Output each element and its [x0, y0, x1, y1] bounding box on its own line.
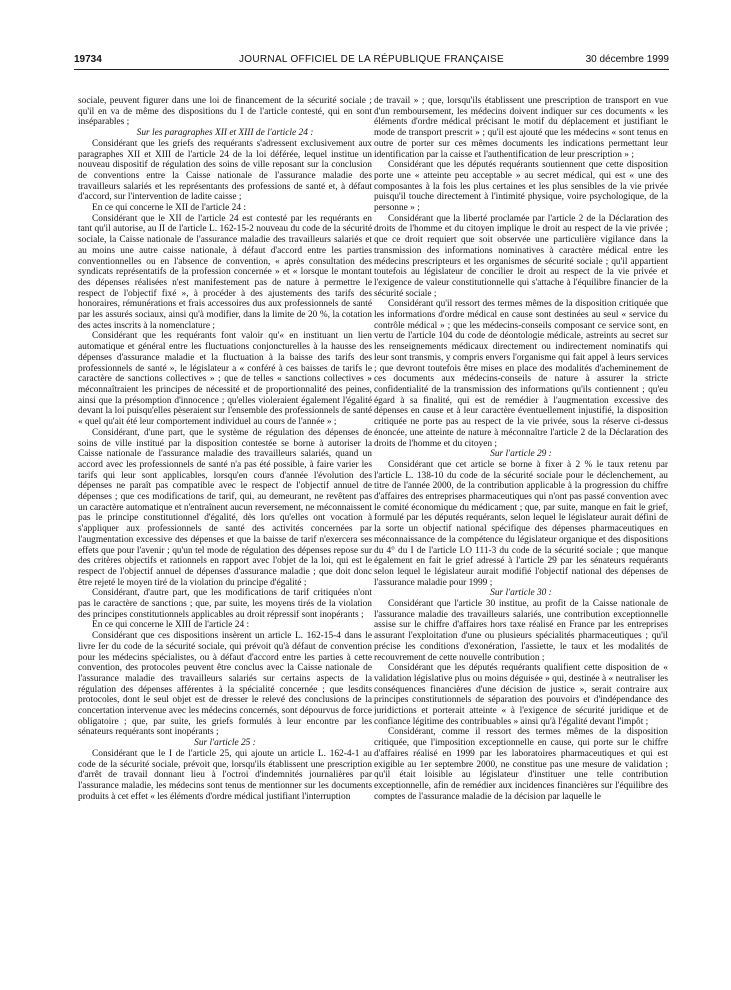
page-number: 19734 [74, 54, 102, 65]
section-heading: Sur l'article 30 : [490, 588, 552, 599]
paragraph: Considérant que le I de l'article 25, qui ajoute un article L. 162-4-1 au code de la sécurité sociale, prévoit que, lorsqu'ils établissent une prescription d'arrêt de travail donnant lieu à l'octroi d'indemnités journalières par l'assurance maladie, les médecins sont tenus de mentionner sur les documents produits à cet effet « les éléments d'ordre médical justifiant l'interruption [78, 748, 372, 802]
left-column [78, 96, 372, 976]
paragraph: Considérant, d'autre part, que les modifications de tarif critiquées n'ont pas le caractère de sanctions ; que, par suite, les moyens tirés de la violation des principes constitutionnels applicables au droit répressif sont inopérants ; [78, 588, 372, 620]
paragraph: Considérant que les députés requérants qualifient cette disposition de « validation législative plus ou moins déguisée » qui, destinée à « neutraliser les conséquences financières d'une décision de justice », serait contraire aux principes constitutionnels de séparation des pouvoirs et d'indépendance des juridictions et porterait atteinte « à l'exigence de sécurité juridique et de confiance légitime des contribuables » ainsi qu'à l'égalité devant l'impôt ; [374, 663, 668, 727]
paragraph: Considérant que les députés requérants soutiennent que cette disposition porte une « atteinte peu acceptable » au secret médical, qui est « une des composantes à la fois les plus certaines et les plus sensibles de la vie privée puisqu'il touche directement à l'intimité physique, voire psychologique, de la personne » ; [374, 160, 668, 214]
paragraph: Considérant que les griefs des requérants s'adressent exclusivement aux paragraphes XII et XIII de l'article 24 de la loi déférée, lequel institue un nouveau dispositif de régulation des soins de ville reposant sur la conclusion de conventions entre la Caisse nationale de l'assurance maladie des travailleurs salariés et les représentants des professions de santé et, à défaut d'accord, sur l'intervention de ladite caisse ; [78, 138, 372, 203]
paragraph: Considérant, d'une part, que le système de régulation des dépenses de soins de ville institué par la disposition contestée se borne à autoriser la Caisse nationale de l'assurance maladie des travailleurs salariés, quand un accord avec les professionnels de santé n'a pas été possible, à faire varier les tarifs qui leur sont applicables, lorsqu'en cours d'année l'évolution des dépenses ne paraît pas compatible avec le respect de l'objectif annuel de dépenses ; que ces modifications de tarif, qui, au demeurant, ne revêtent pas un caractère automatique et n'entraînent aucun reversement, ne méconnaissent pas le principe constitutionnel d'égalité, dès lors qu'elles ont vocation à s'appliquer aux professionnels de santé des activités concernées par l'augmentation excessive des dépenses et que la baisse de tarif n'exercera ses effets que pour l'avenir ; qu'un tel mode de régulation des dépenses repose sur des critères objectifs et rationnels en rapport avec l'objet de la loi, qui est le respect de l'objectif annuel de dépenses d'assurance maladie ; que doit donc être rejeté le moyen tiré de la violation du principe d'égalité ; [78, 427, 372, 588]
paragraph: Considérant que les requérants font valoir qu'« en instituant un lien automatique et général entre les fluctuations conjoncturelles à la hausse des dépenses d'assurance maladie et la fluctuation à la baisse des tarifs des professionnels de santé », le législateur a « conféré à ces baisses de tarifs le caractère de sanctions collectives » ; que de telles « sanctions collectives » méconnaîtraient les principes de nécessité et de proportionnalité des peines, ainsi que la présomption d'innocence ; qu'elles violeraient également l'égalité devant la loi puisqu'elles pèseraient sur l'ensemble des professionnels de santé « quel qu'ait été leur comportement individuel au cours de l'année » ; [78, 331, 372, 428]
section-heading: Sur l'article 25 : [194, 738, 256, 749]
header-rule [74, 69, 669, 70]
journal-title: JOURNAL OFFICIEL DE LA RÉPUBLIQUE FRANÇAISE [239, 54, 504, 65]
section-heading: Sur l'article 29 : [490, 449, 552, 460]
paragraph: Considérant que le XII de l'article 24 est contesté par les requérants en tant qu'il autorise, au II de l'article L. 162-15-2 nouveau du code de la sécurité sociale, la Caisse nationale de l'assurance maladie des travailleurs salariés et au moins une autre caisse nationale, à défaut d'accord entre les parties conventionnelles ou en l'absence de convention, « après consultation des syndicats représentatifs de la profession concernée » et « lorsque le montant des dépenses réalisées n'est manifestement pas de nature à permettre le respect de l'objectif fixé », à procéder à des ajustements des tarifs des honoraires, rémunérations et frais accessoires dus aux professionnels de santé par les assurés sociaux, ainsi qu'à modifier, dans la limite de 20 %, la cotation des actes inscrits à la nomenclature ; [78, 213, 372, 331]
publication-date: 30 décembre 1999 [585, 54, 669, 65]
paragraph: sociale, peuvent figurer dans une loi de financement de la sécurité sociale ; qu'il en va de même des dispositions du I de l'article contesté, qui en sont inséparables ; [78, 96, 372, 128]
paragraph: Considérant qu'il ressort des termes mêmes de la disposition critiquée que les informations d'ordre médical en cause sont destinées au seul « service du contrôle médical » ; que les médecins-conseils composant ce service sont, en vertu de l'article 104 du code de déontologie médicale, astreints au secret sur les renseignements médicaux directement ou indirectement nominatifs qui leur sont transmis, y compris envers l'organisme qui fait appel à leurs services ; que devront toutefois être mises en place des modalités d'acheminement de ces documents aux médecins-conseils de nature à assurer la stricte confidentialité de la transmission des informations qu'ils contiennent ; qu'eu égard à sa finalité, qui est de remédier à l'augmentation excessive des dépenses en cause et à leur caractère éventuellement injustifié, la disposition critiquée ne porte pas au respect de la vie privée, sous la réserve ci-dessus énoncée, une atteinte de nature à méconnaître l'article 2 de la Déclaration des droits de l'homme et du citoyen ; [374, 299, 668, 449]
paragraph: Considérant que ces dispositions insèrent un article L. 162-15-4 dans le livre Ier du code de la sécurité sociale, qui prévoit qu'à défaut de convention pour les médecins spécialistes, ou à défaut d'accord entre les parties à cette convention, des protocoles peuvent être conclus avec la Caisse nationale de l'assurance maladie des travailleurs salariés sur certains aspects de la régulation des dépenses afférentes à la spécialité concernée ; que lesdits protocoles, dont le seul objet est de dresser le relevé des conclusions de la concertation intervenue avec les médecins concernés, sont dépourvus de force obligatoire ; que, par suite, les griefs formulés à leur encontre par les sénateurs requérants sont inopérants ; [78, 631, 372, 738]
paragraph: Considérant que l'article 30 institue, au profit de la Caisse nationale de l'assurance maladie des travailleurs salariés, une contribution exceptionnelle assise sur le chiffre d'affaires hors taxe réalisé en France par les entreprises assurant l'exploitation d'une ou plusieurs spécialités pharmaceutiques ; qu'il précise les conditions d'exonération, l'assiette, le taux et les modalités de recouvrement de cette nouvelle contribution ; [374, 599, 668, 663]
paragraph: Considérant que la liberté proclamée par l'article 2 de la Déclaration des droits de l'homme et du citoyen implique le droit au respect de la vie privée ; que ce droit requiert que soit observée une particulière vigilance dans la transmission des informations nominatives à caractère médical entre les médecins prescripteurs et les organismes de sécurité sociale ; qu'il appartient toutefois au législateur de concilier le droit au respect de la vie privée et l'exigence de valeur constitutionnelle qui s'attache à l'équilibre financier de la sécurité sociale ; [374, 213, 668, 299]
right-column [374, 96, 668, 976]
paragraph: En ce qui concerne le XIII de l'article 24 : [92, 620, 250, 631]
paragraph: de travail » ; que, lorsqu'ils établissent une prescription de transport en vue d'un remboursement, les médecins doivent indiquer sur ces documents « les éléments d'ordre médical précisant le motif du déplacement et justifiant le mode de transport prescrit » ; qu'il est ajouté que les médecins « sont tenus en outre de porter sur ces mêmes documents les indications permettant leur identification par la caisse et l'authentification de leur prescription » ; [374, 96, 668, 160]
paragraph: Considérant, comme il ressort des termes mêmes de la disposition critiquée, que l'imposition exceptionnelle en cause, qui porte sur le chiffre d'affaires réalisé en 1999 par les laboratoires pharmaceutiques et qui est exigible au 1er septembre 2000, ne constitue pas une mesure de validation ; qu'il était loisible au législateur d'instituer une telle contribution exceptionnelle, afin de remédier aux incidences financières sur l'équilibre des comptes de l'assurance maladie de la décision par laquelle le [374, 727, 668, 802]
paragraph: En ce qui concerne le XII de l'article 24 : [92, 203, 246, 214]
paragraph: Considérant que cet article se borne à fixer à 2 % le taux retenu par l'article L. 138-10 du code de la sécurité sociale pour le déclenchement, au titre de l'année 2000, de la contribution applicable à la progression du chiffre d'affaires des entreprises pharmaceutiques qui n'ont pas passé convention avec le comité économique du médicament ; que, par suite, manque en fait le grief, formulé par les députés requérants, selon lequel le législateur aurait défini de la sorte un objectif national spécifique des dépenses pharmaceutiques en méconnaissance de la compétence du législateur organique et des dispositions du 4° du I de l'article LO 111-3 du code de la sécurité sociale ; que manque également en fait le grief adressé à l'article 29 par les sénateurs requérants selon lequel le législateur aurait modifié l'objectif national des dépenses de l'assurance maladie pour 1999 ; [374, 459, 668, 588]
section-heading: Sur les paragraphes XII et XIII de l'article 24 : [136, 128, 314, 139]
